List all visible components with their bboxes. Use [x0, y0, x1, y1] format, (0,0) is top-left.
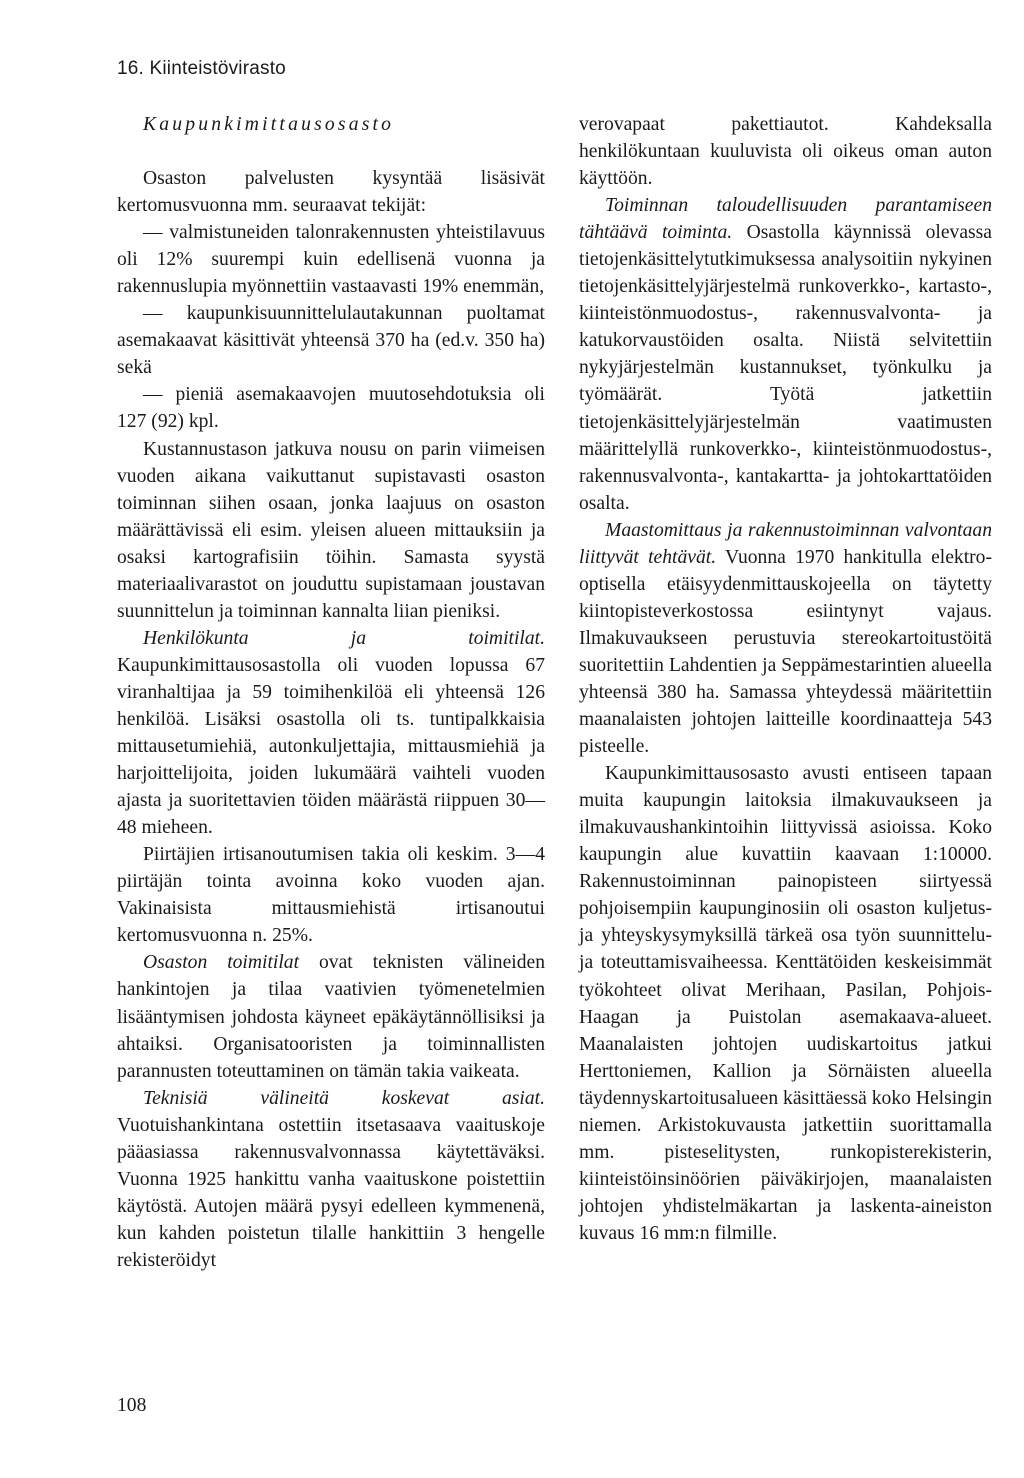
- paragraph-body: Vuonna 1970 hankitulla elektro-optisella etäisyydenmittauskojeella on täytetty kiintopisteverkostossa esiintynyt vajaus. Ilmakuvaukseen perustuvia stereokartoitustöitä suoritettiin Lahdentien ja Seppämestarintien alueella yhteensä 380 ha. Samassa yhteydessä määritettiin maanalaisten johtojen laitteille koordinaatteja 543 pisteelle.: [579, 546, 992, 758]
- paragraph-continuation: verovapaat pakettiautot. Kahdeksalla henkilökuntaan kuuluvista oli oikeus oman auton käyttöön.: [579, 114, 992, 190]
- paragraph-staff: [117, 625, 545, 841]
- bullet-item: — kaupunkisuunnittelulautakunnan puoltamat asemakaavat käsittivät yhteensä 370 ha (ed.v. 350 ha) sekä: [117, 303, 545, 379]
- paragraph-aerial: Kaupunkimittausosasto avusti entiseen tapaan muita kaupungin laitoksia ilmakuvaukseen ja ilmakuvaushankintoihin liittyvissä asioissa. Koko kaupungin alue kuvattiin kaavaan 1:10000. Rakennustoiminnan painopisteen siirtyessä pohjoisempiin kaupunginosiin oli osaston kuljetus- ja yhteyskysymyksillä tärkeä osa työn suunnittelu- ja toteuttamisvaiheessa. Kenttätöiden keskeisimmät työkohteet olivat Merihaan, Pasilan, Pohjois-Haagan ja Puistolan asemakaava-alueet. Maanalaisten johtojen uudiskartoitus jatkui Herttoniemen, Kallion ja Sörnäisten alueella täydennyskartoitusalueen käsittäessä koko Helsingin niemen. Arkistokuvausta jatkettiin suorittamalla mm. pisteselitysten, runkopisterekisterin, kiinteistöinsinöörien päiväkirjojen, maanalaisten johtojen yhdistelmäkartan ja laskenta-aineiston kuvaus 16 mm:n filmille.: [579, 763, 993, 1244]
- paragraph-body: Vuotuishankintana ostettiin itsetasaava vaaituskoje pääasiassa rakennusvalvonnassa käytettäväksi. Vuonna 1925 hankittu vanha vaaituskone poistettiin käytöstä. Autojen määrä pysyi edelleen kymmenenä, kun kahden poistetun tilalle hankittiin 3 hengelle rekisteröidyt: [117, 1114, 545, 1271]
- paragraph-surveying: [579, 517, 992, 760]
- paragraph-costs: Kustannustason jatkuva nousu on parin viimeisen vuoden aikana vaikuttanut supistavasti osaston toiminnan siihen osaan, jonka laajuus on osaston määrättävissä eli esim. yleisen alueen mittauksiin ja osaksi kartografisiin töihin. Samasta syystä materiaalivarastot on jouduttu supistamaan joustavan suunnittelun ja toiminnan kannalta liian pieniksi.: [117, 438, 545, 622]
- page-number: 108: [117, 1395, 147, 1416]
- paragraph-body: Kaupunkimittausosastolla oli vuoden lopussa 67 viranhaltijaa ja 59 toimihenkilöä eli yhteensä 126 henkilöä. Lisäksi osastolla oli ts. tuntipalkkaisia mittausetumiehiä, autonkuljettajia, mittausmiehiä ja harjoittelijoita, joiden lukumäärä vaihteli vuoden ajasta ja suoritettavien töiden määrästä riippuen 30—48 mieheen.: [117, 654, 545, 839]
- paragraph-premises: [117, 949, 545, 1084]
- paragraph-heading: Teknisiä välineitä koskevat asiat.: [143, 1087, 545, 1109]
- bullet-item: — pieniä asemakaavojen muutosehdotuksia oli 127 (92) kpl.: [117, 384, 545, 433]
- paragraph-heading: Henkilökunta ja toimitilat.: [143, 627, 545, 649]
- right-column: [579, 111, 992, 1247]
- left-column: [117, 111, 545, 1274]
- paragraph-draftsmen: Piirtäjien irtisanoutumisen takia oli keskim. 3—4 piirtäjän tointa avoinna koko vuoden ajan. Vakinaisista mittausmiehistä irtisanoutui kertomusvuonna n. 25%.: [117, 844, 545, 947]
- paragraph-heading: Toiminnan taloudellisuuden parantamiseen tähtäävä toiminta.: [579, 195, 992, 244]
- paragraph-heading: Maastomittaus ja rakennustoiminnan valvontaan liittyvät tehtävät.: [579, 519, 992, 568]
- paragraph-equipment: [117, 1085, 545, 1274]
- paragraph-body: Osastolla käynnissä olevassa tietojenkäsittelytutkimuksessa analysoitiin nykyinen tietojenkäsittelyjärjestelmä runkoverkko-, kartasto-, kiinteistönmuodostus-, rakennusvalvonta- ja katukorvaustöiden osalta. Niistä selvitettiin nykyjärjestelmän kustannukset, työnkulku ja työmäärät. Työtä jatkettiin tietojenkäsittelyjärjestelmän vaatimusten määrittelyllä runkoverkko-, kiinteistönmuodostus-, rakennusvalvonta-, kantakartta- ja johtokarttatöiden osalta.: [579, 222, 992, 514]
- bullet-item: — valmistuneiden talonrakennusten yhteistilavuus oli 12% suurempi kuin edellisenä vuonna ja rakennuslupia myönnettiin vastaavasti 19% enemmän,: [117, 222, 545, 298]
- running-head: 16. Kiinteistövirasto: [117, 58, 286, 79]
- section-title: Kaupunkimittausosasto: [143, 114, 395, 135]
- paragraph-heading: Osaston toimitilat: [143, 952, 300, 974]
- paragraph-intro: Osaston palvelusten kysyntää lisäsivät kertomusvuonna mm. seuraavat tekijät:: [117, 168, 545, 217]
- paragraph-efficiency: [579, 192, 992, 517]
- paragraph-body: ovat teknisten välineiden hankintojen ja tilaa vaativien työmenetelmien lisääntymisen johdosta käyneet epäkäytännöllisiksi ja ahtaiksi. Organisatooristen ja toiminnallisten parannusten toteuttaminen on tämän takia vaikeata.: [117, 952, 546, 1082]
